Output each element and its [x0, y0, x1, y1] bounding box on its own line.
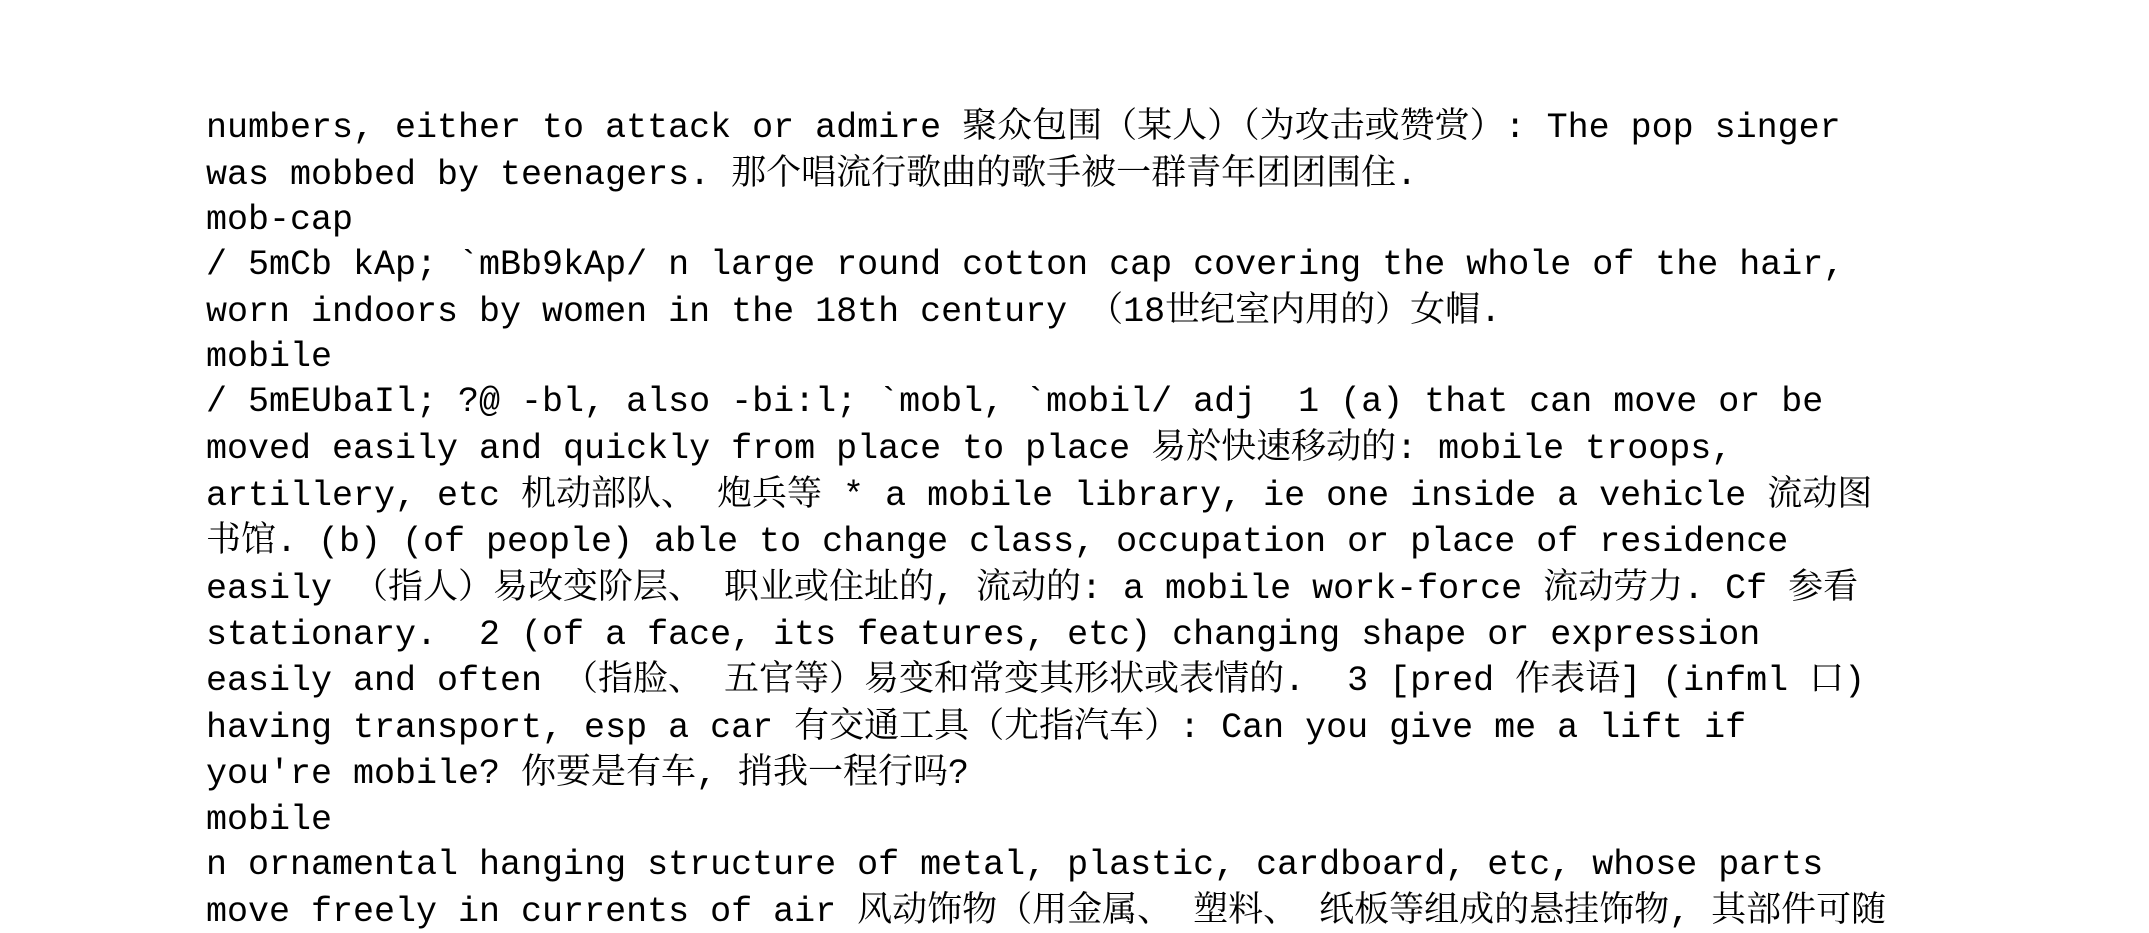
text-line: easily （指人）易改变阶层、 职业或住址的, 流动的: a mobile work-force 流动劳力. Cf 参看 — [206, 569, 1859, 609]
text-line: / 5mEUbaIl; ?@ -bl, also -bi:l; `mobl, `mobil/ adj 1 (a) that can move or be — [206, 382, 1824, 422]
text-line: moved easily and quickly from place to place 易於快速移动的: mobile troops, — [206, 429, 1733, 469]
entry-headword: mobile — [206, 800, 333, 840]
entry-headword: mob-cap — [206, 200, 354, 240]
text-line: stationary. 2 (of a face, its features, etc) changing shape or expression — [206, 615, 1761, 655]
text-line: having transport, esp a car 有交通工具（尤指汽车）: Can you give me a lift if — [206, 708, 1747, 748]
text-line: 书馆. (b) (of people) able to change class, occupation or place of residence — [206, 522, 1789, 562]
text-line: move freely in currents of air 风动饰物（用金属、 塑料、 纸板等组成的悬挂饰物, 其部件可随 — [206, 892, 1887, 932]
text-line: numbers, either to attack or admire 聚众包围（某人）（为攻击或赞赏）: The pop singer — [206, 108, 1841, 148]
text-line: was mobbed by teenagers. 那个唱流行歌曲的歌手被一群青年团团围住. — [206, 155, 1418, 195]
text-line: n ornamental hanging structure of metal, plastic, cardboard, etc, whose parts — [206, 845, 1824, 885]
entry-headword: mobile — [206, 337, 333, 377]
text-line: / 5mCb kAp; `mBb9kAp/ n large round cotton cap covering the whole of the hair, — [206, 245, 1845, 285]
text-line: easily and often （指脸、 五官等）易变和常变其形状或表情的. 3 [pred 作表语] (infml 口) — [206, 661, 1866, 701]
text-line: you're mobile? 你要是有车, 捎我一程行吗? — [206, 754, 970, 794]
text-line: artillery, etc 机动部队、 炮兵等 * a mobile library, ie one inside a vehicle 流动图 — [206, 476, 1873, 516]
text-line: worn indoors by women in the 18th century （18世纪室内用的）女帽. — [206, 292, 1502, 332]
